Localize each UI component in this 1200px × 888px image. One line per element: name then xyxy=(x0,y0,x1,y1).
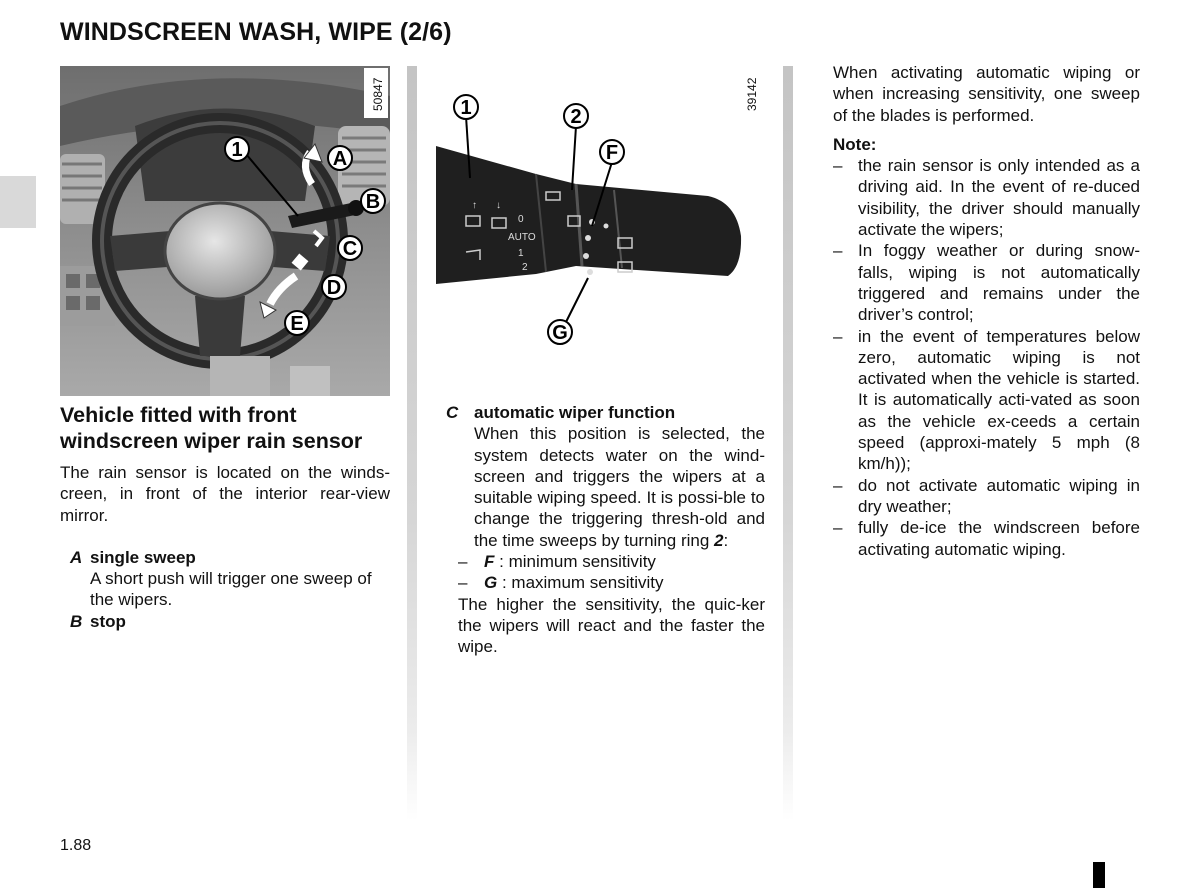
column-1 xyxy=(60,402,390,632)
item-label: single sweep xyxy=(90,547,196,567)
ring-ref: 2 xyxy=(714,530,724,550)
right-callout-2: 2 xyxy=(570,106,582,128)
sensitivity-min: – F : minimum sensitivity xyxy=(458,552,656,572)
item-b xyxy=(60,611,390,632)
right-figure-code: 39142 xyxy=(745,77,759,111)
item-list xyxy=(60,547,390,632)
left-callout-D: D xyxy=(326,277,342,299)
left-callout-A: A xyxy=(332,148,348,170)
note-item: – do not activate automatic wiping in dry weather; xyxy=(833,475,1140,516)
item-description: A short push will trigger one sweep of the wipers. xyxy=(90,569,372,610)
note-list xyxy=(833,155,1140,560)
right-callout-F: F xyxy=(605,142,619,164)
note-title: Note: xyxy=(833,134,877,154)
item-label: stop xyxy=(90,611,126,631)
svg-text:↑: ↑ xyxy=(472,200,477,211)
page-title: WINDSCREEN WASH, WIPE (2/6) xyxy=(60,18,452,46)
right-callout-G: G xyxy=(552,322,568,344)
right-callout-1: 1 xyxy=(460,97,472,119)
sensitivity-list xyxy=(436,551,765,657)
column-3-intro: When activating automatic wiping or when increasing sensitivity, one sweep of the blades is performed. xyxy=(833,63,1140,125)
wiper-stalk-figure xyxy=(436,66,760,366)
page-number: 1.88 xyxy=(60,837,92,854)
column-separator-left xyxy=(407,66,417,821)
corner-mark xyxy=(1093,862,1105,888)
column-3 xyxy=(833,62,1140,560)
stalk-mark-auto: AUTO xyxy=(508,232,536,243)
stalk-mark-1: 1 xyxy=(518,248,524,259)
left-callout-1: 1 xyxy=(231,139,243,161)
column-separator-right xyxy=(783,66,793,821)
left-callout-C: C xyxy=(342,238,358,260)
section-heading xyxy=(60,402,390,454)
item-label: automatic wiper function xyxy=(474,403,676,422)
column-2 xyxy=(436,402,765,658)
section-tab xyxy=(0,176,36,228)
intro-paragraph: The rain sensor is located on the winds-creen, in front of the interior rear-view mirror. xyxy=(60,463,390,525)
note-item: – in the event of temperatures below zero, automatic wiping is not activated when the vehicle is started. It is automatically acti-vated as soon as the vehicle ex-ceeds a certain speed (approxi-mately 5 mph (8 km/h)); xyxy=(833,326,1140,474)
item-key: A xyxy=(70,547,83,567)
closing-paragraph: The higher the sensitivity, the quic-ker the wipers will react and the faster the wipe. xyxy=(458,594,765,657)
note-item: – fully de-ice the windscreen before activating automatic wiping. xyxy=(833,518,1140,559)
item-description: When this position is selected, the system detects water on the wind-screen and triggers the wipers at a suitable wiping speed. It is possi-ble to change the triggering thresh-old and the time sweeps by turning ring 2: xyxy=(474,424,765,550)
sensitivity-max: – G : maximum sensitivity xyxy=(458,573,664,593)
section-heading-line-2: windscreen wiper rain sensor xyxy=(60,429,363,453)
section-heading-line-1: Vehicle fitted with front xyxy=(60,403,297,427)
item-a xyxy=(60,547,390,611)
item-key: C xyxy=(446,403,459,422)
stalk-mark-2: 2 xyxy=(522,262,528,273)
svg-text:↓: ↓ xyxy=(496,200,501,211)
steering-wheel-figure xyxy=(60,66,390,396)
left-figure-code: 50847 xyxy=(371,77,385,111)
left-callout-E: E xyxy=(290,313,304,335)
note-item: – the rain sensor is only intended as a driving aid. In the event of re-duced visibility, the driver should manually activate the wipers; xyxy=(833,156,1140,240)
stalk-mark-0: 0 xyxy=(518,214,524,225)
left-callout-B: B xyxy=(365,191,381,213)
note-item: – In foggy weather or during snow-falls, wiping is not automatically triggered and remains under the driver’s control; xyxy=(833,241,1140,325)
item-c xyxy=(436,402,765,551)
item-key: B xyxy=(70,611,83,631)
